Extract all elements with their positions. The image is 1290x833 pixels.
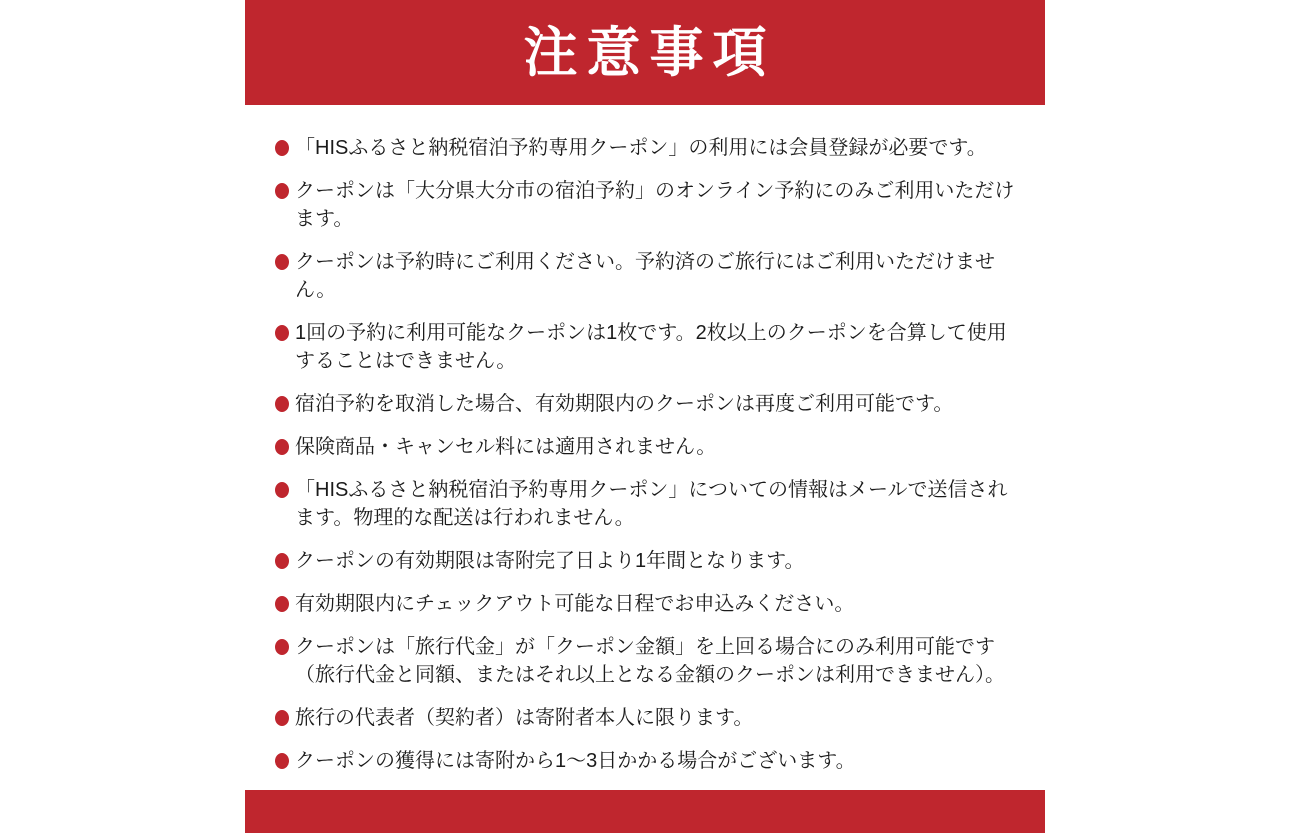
bullet-dot-icon: [275, 396, 289, 412]
notice-panel: [245, 0, 1045, 800]
notice-item: [275, 547, 1025, 575]
notice-item-text: 有効期限内にチェックアウト可能な日程でお申込みください。: [295, 593, 855, 615]
bullet-dot-icon: [275, 553, 289, 569]
notice-item-text: クーポンは「旅行代金」が「クーポン金額」を上回る場合にのみ利用可能です（旅行代金と同額、またはそれ以上となる金額のクーポンは利用できません）。: [295, 636, 1005, 686]
bullet-dot-icon: [275, 710, 289, 726]
bullet-dot-icon: [275, 639, 289, 655]
notice-item: [275, 476, 1025, 532]
notice-item-text: クーポンは「大分県大分市の宿泊予約」のオンライン予約にのみご利用いただけます。: [295, 180, 1015, 230]
bullet-dot-icon: [275, 254, 289, 270]
notice-item: [275, 134, 1025, 162]
notice-item: [275, 704, 1025, 732]
notice-item: [275, 177, 1025, 233]
notice-item-text: 「HISふるさと納税宿泊予約専用クーポン」についての情報はメールで送信されます。物理的な配送は行われません。: [295, 479, 1008, 529]
bullet-dot-icon: [275, 596, 289, 612]
notice-item: [275, 747, 1025, 775]
notice-item-text: クーポンの獲得には寄附から1～3日かかる場合がございます。: [295, 750, 856, 772]
bullet-dot-icon: [275, 753, 289, 769]
bullet-dot-icon: [275, 140, 289, 156]
notice-item-text: 保険商品・キャンセル料には適用されません。: [295, 436, 717, 458]
notice-item: [275, 433, 1025, 461]
notice-item: [275, 590, 1025, 618]
bullet-dot-icon: [275, 439, 289, 455]
footer-bar: [245, 790, 1045, 833]
notice-body: [245, 105, 1045, 790]
notice-item-text: クーポンの有効期限は寄附完了日より1年間となります。: [295, 550, 805, 572]
bullet-dot-icon: [275, 183, 289, 199]
page-title: 注意事項: [523, 22, 776, 83]
notice-item: [275, 390, 1025, 418]
bullet-dot-icon: [275, 482, 289, 498]
notice-item-text: 1回の予約に利用可能なクーポンは1枚です。2枚以上のクーポンを合算して使用することはできません。: [295, 322, 1007, 372]
notice-item-text: 旅行の代表者（契約者）は寄附者本人に限ります。: [295, 707, 754, 729]
notice-item-text: 「HISふるさと納税宿泊予約専用クーポン」の利用には会員登録が必要です。: [295, 137, 987, 159]
notice-header: [245, 0, 1045, 105]
notice-item-text: 宿泊予約を取消した場合、有効期限内のクーポンは再度ご利用可能です。: [295, 393, 954, 415]
notice-item: [275, 248, 1025, 304]
bullet-dot-icon: [275, 325, 289, 341]
notice-item: [275, 319, 1025, 375]
notice-item-text: クーポンは予約時にご利用ください。予約済のご旅行にはご利用いただけません。: [295, 251, 995, 301]
notice-list: [275, 134, 1025, 775]
notice-item: [275, 633, 1025, 689]
